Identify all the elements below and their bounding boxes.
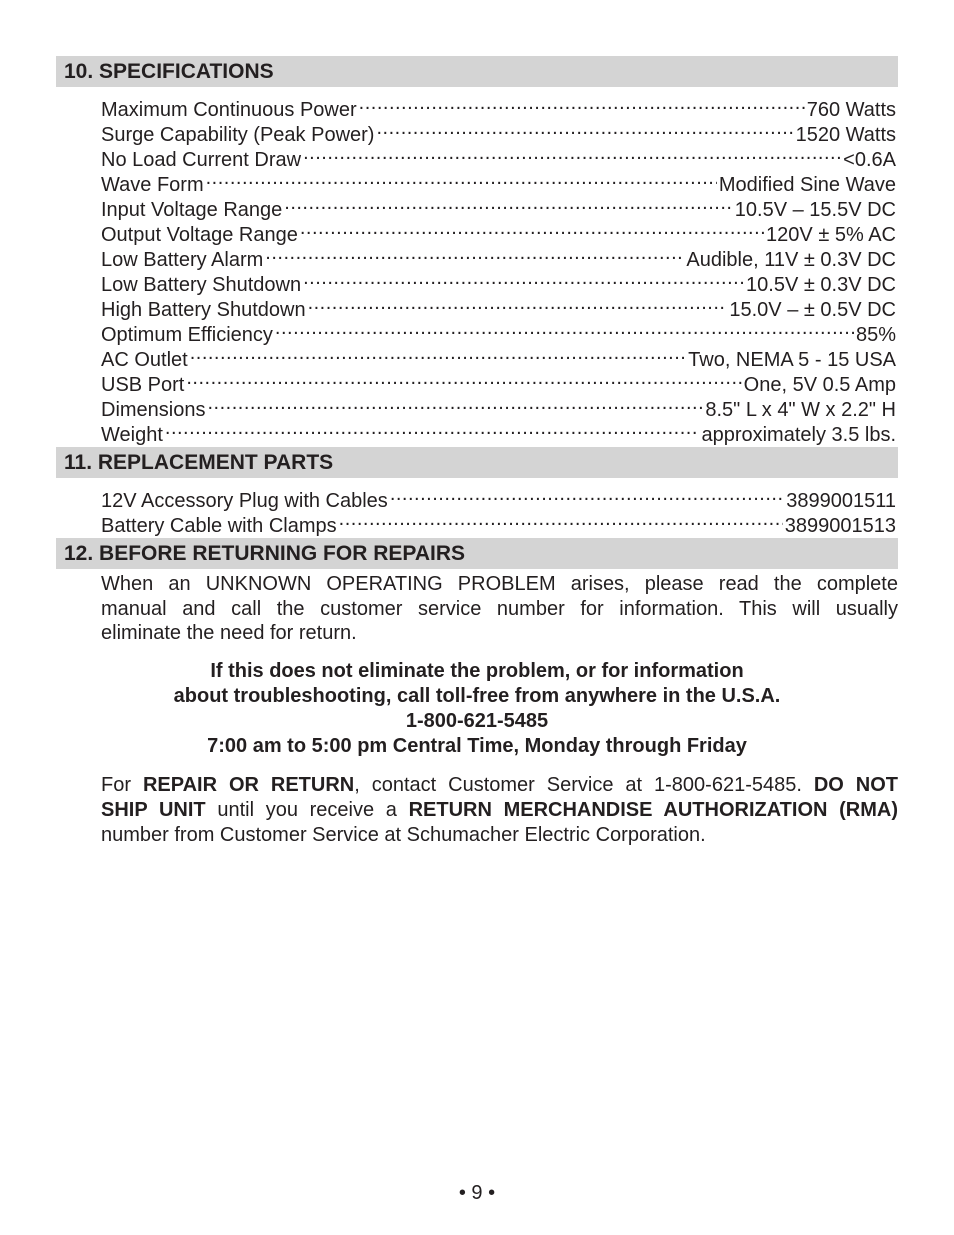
spec-value: 120V ± 5% AC [766,224,896,246]
spec-label: Input Voltage Range [101,199,283,221]
replacement-parts-list [101,482,896,537]
callout-line: If this does not eliminate the problem, or for information [210,660,744,682]
dot-leader [308,291,728,316]
spec-row [101,341,896,371]
spec-label: Low Battery Alarm [101,249,264,271]
dot-leader [303,266,744,291]
repair-return-paragraph [101,773,898,848]
specifications-list [101,91,896,446]
spec-label: 12V Accessory Plug with Cables [101,490,388,512]
spec-value: 15.0V – ± 0.5V DC [729,299,896,321]
spec-value: 760 Watts [806,99,896,121]
dot-leader [303,141,841,166]
final-bold: SHIP UNIT [101,799,206,821]
dot-leader [359,91,805,116]
callout-line: about troubleshooting, call toll-free from anywhere in the U.S.A. [173,685,781,707]
intro-line: manual and call the customer service number for information. This will usually [101,597,898,620]
spec-label: Low Battery Shutdown [101,274,302,296]
intro-line: When an UNKNOWN OPERATING PROBLEM arises, please read the complete [101,573,898,595]
phone-number: 1-800-621-5485 [405,710,549,732]
dot-leader [190,341,686,366]
dot-leader [265,241,684,266]
final-line [101,773,898,798]
final-bold: REPAIR OR RETURN [142,774,355,796]
spec-value: 3899001511 [786,490,896,512]
page-number: • 9 • [458,1182,496,1204]
dot-leader [186,366,741,391]
spec-value: approximately 3.5 lbs. [701,424,896,446]
final-line: number from Customer Service at Schumacher Electric Corporation. [101,824,706,846]
before-returning-header: 12. BEFORE RETURNING FOR REPAIRS [56,538,898,569]
spec-label: USB Port [101,374,185,396]
spec-value: 8.5" L x 4" W x 2.2" H [705,399,896,421]
final-bold: DO NOT [813,774,898,796]
specifications-header: 10. SPECIFICATIONS [56,56,898,87]
spec-value: 1520 Watts [795,124,896,146]
spec-label: Weight [101,424,163,446]
spec-row [101,482,896,512]
dot-leader [206,166,717,191]
dot-leader [390,482,784,507]
business-hours: 7:00 am to 5:00 pm Central Time, Monday through Friday [207,735,747,757]
spec-label: Optimum Efficiency [101,324,273,346]
toll-free-callout [56,659,898,759]
spec-value: Modified Sine Wave [718,174,896,196]
spec-value: 10.5V ± 0.3V DC [746,274,896,296]
spec-label: Wave Form [101,174,204,196]
final-text: For [101,774,143,796]
dot-leader [275,316,854,341]
spec-label: AC Outlet [101,349,188,371]
spec-label: High Battery Shutdown [101,299,306,321]
spec-value: 85% [855,324,896,346]
dot-leader [284,191,733,216]
spec-label: Output Voltage Range [101,224,298,246]
spec-row [101,166,896,196]
intro-paragraph [101,572,898,646]
spec-label: Maximum Continuous Power [101,99,357,121]
dot-leader [207,391,703,416]
dot-leader [300,216,764,241]
final-text: until you receive a [205,799,409,821]
final-line [101,798,898,823]
spec-label: No Load Current Draw [101,149,302,171]
spec-label: Dimensions [101,399,206,421]
replacement-parts-header: 11. REPLACEMENT PARTS [56,447,898,478]
final-text: , contact Customer Service at 1-800-621-5485. [354,774,814,796]
spec-row [101,91,896,121]
spec-label: Surge Capability (Peak Power) [101,124,375,146]
dot-leader [376,116,793,141]
spec-value: Two, NEMA 5 - 15 USA [688,349,896,371]
spec-label: Battery Cable with Clamps [101,515,337,537]
spec-value: 10.5V – 15.5V DC [734,199,896,221]
spec-value: <0.6A [843,149,896,171]
spec-value: One, 5V 0.5 Amp [743,374,896,396]
intro-line: eliminate the need for return. [101,622,357,644]
spec-value: 3899001513 [784,515,896,537]
dot-leader [339,507,783,532]
final-bold: RETURN MERCHANDISE AUTHORIZATION (RMA) [408,799,898,821]
spec-value: Audible, 11V ± 0.3V DC [686,249,896,271]
dot-leader [165,416,700,441]
